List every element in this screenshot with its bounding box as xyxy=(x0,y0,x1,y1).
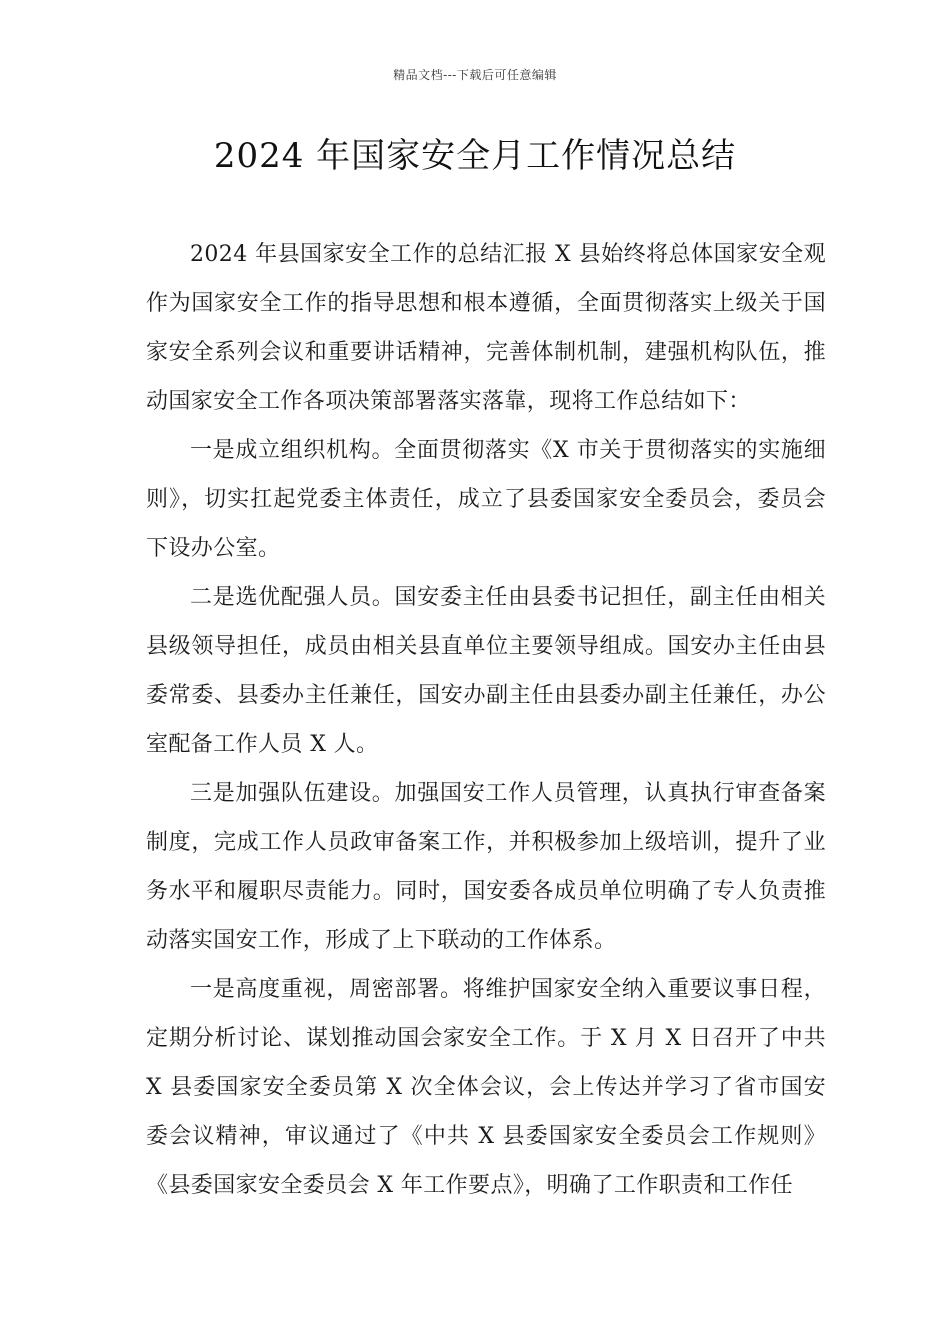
document-title: 2024 年国家安全月工作情况总结 xyxy=(213,136,737,176)
paragraph-intro: 2024 年县国家安全工作的总结汇报 X 县始终将总体国家安全观作为国家安全工作的指导思想和根本遵循，全面贯彻落实上级关于国家安全系列会议和重要讲话精神，完善体制机制，建强机构队伍，推动国家安全工作各项决策部署落实落靠，现将工作总结如下： xyxy=(146,242,826,414)
header-note: 精品文档---下载后可任意编辑 xyxy=(393,68,557,82)
paragraph-team-building: 三是加强队伍建设。加强国安工作人员管理，认真执行审查备案制度，完成工作人员政审备案工作，并积极参加上级培训，提升了业务水平和履职尽责能力。同时，国安委各成员单位明确了专人负责推动落实国安工作，形成了上下联动的工作体系。 xyxy=(146,781,826,953)
paragraph-deployment: 一是高度重视，周密部署。将维护国家安全纳入重要议事日程，定期分析讨论、谋划推动国会家安全工作。于 X 月 X 日召开了中共 X 县委国家安全委员第 X 次全体会议，会上传达并学习了省市国安委会议精神，审议通过了《中共 X 县委国家安全委员会工作规则》《县委国家安全委员会 X 年工作要点》，明确了工作职责和工作任 xyxy=(146,977,826,1198)
paragraph-organization: 一是成立组织机构。全面贯彻落实《X 市关于贯彻落实的实施细则》，切实扛起党委主体责任，成立了县委国家安全委员会，委员会下设办公室。 xyxy=(146,438,826,561)
document-body xyxy=(146,230,826,1210)
paragraph-personnel: 二是选优配强人员。国安委主任由县委书记担任，副主任由相关县级领导担任，成员由相关县直单位主要领导组成。国安办主任由县委常委、县委办主任兼任，国安办副主任由县委办副主任兼任，办公室配备工作人员 X 人。 xyxy=(146,585,826,757)
